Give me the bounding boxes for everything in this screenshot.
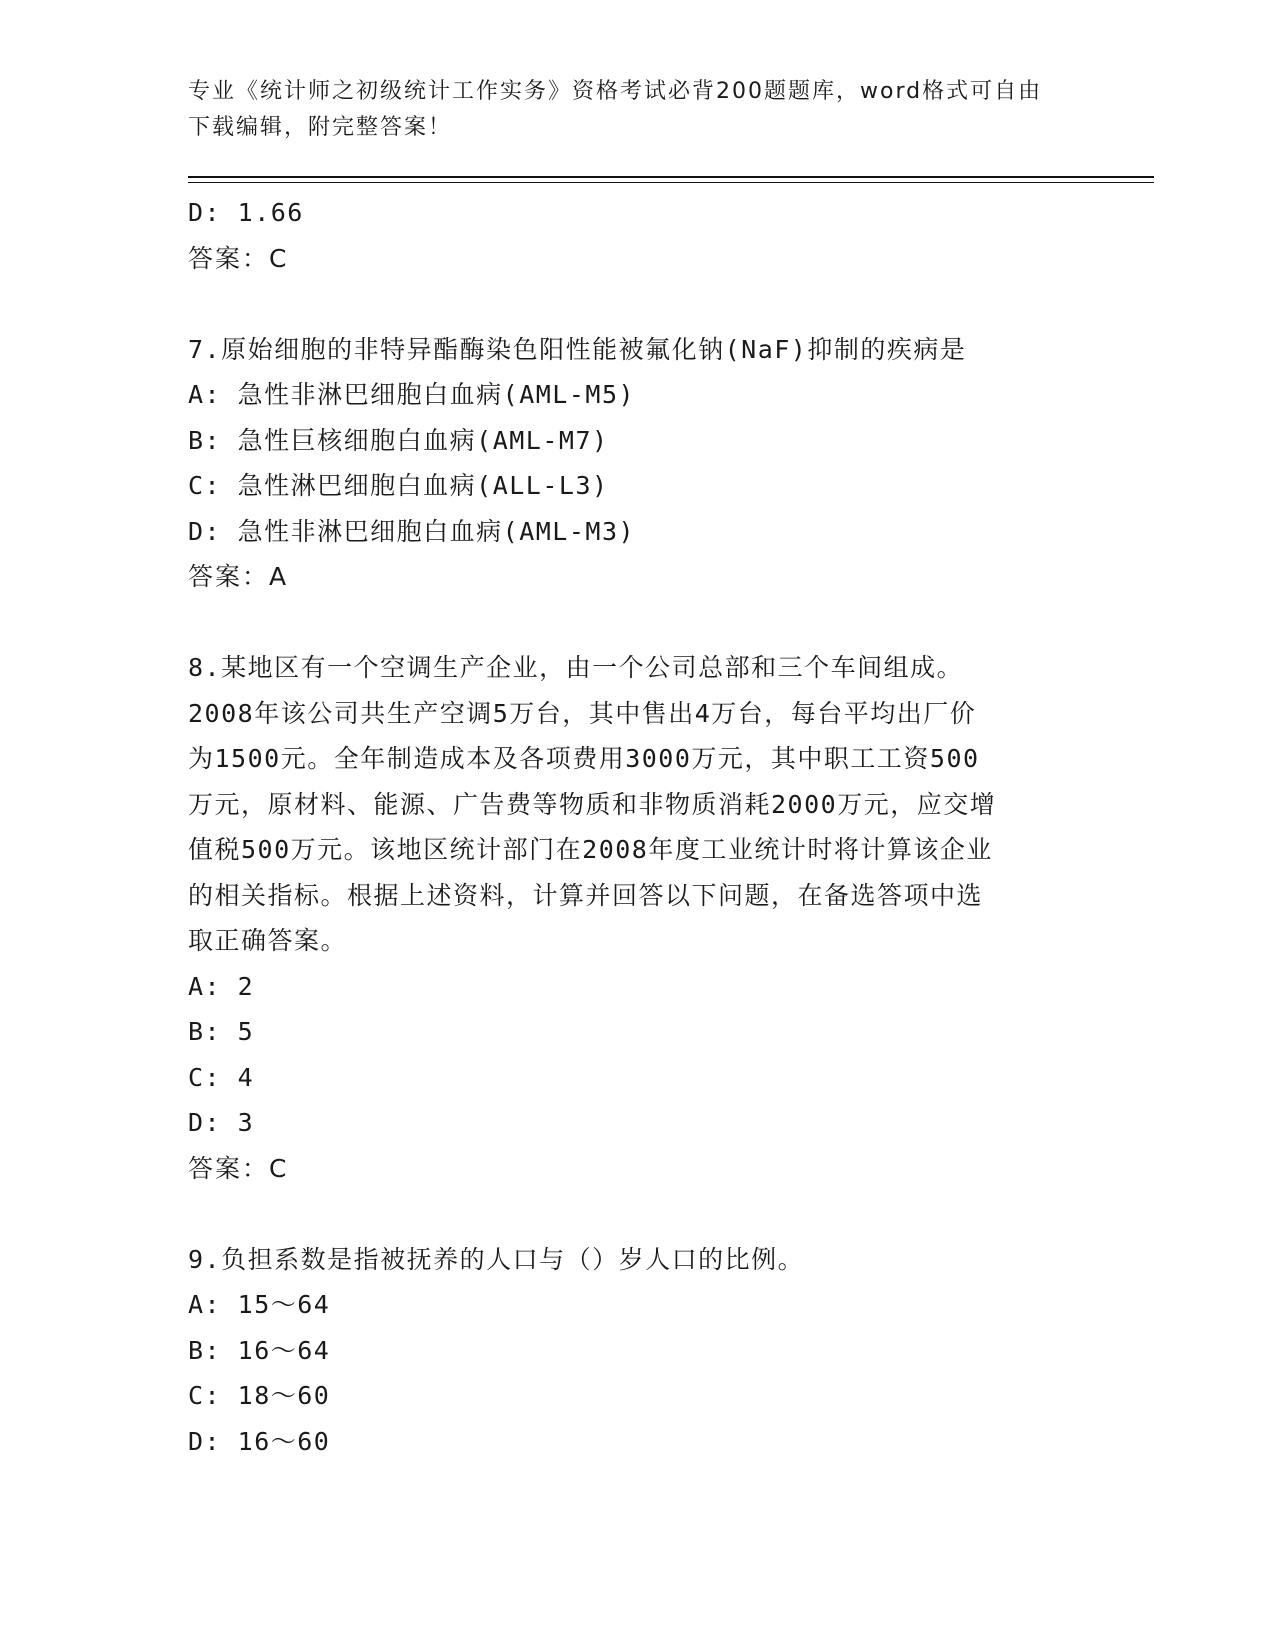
q7-option-b: B: 急性巨核细胞白血病(AML-M7) bbox=[188, 425, 609, 455]
q6-answer: 答案：C bbox=[188, 243, 289, 273]
q9-option-a: A: 15～64 bbox=[188, 1290, 331, 1319]
document-header bbox=[188, 74, 1088, 146]
header-rule-thin bbox=[188, 182, 1154, 183]
q7-option-d: D: 急性非淋巴细胞白血病(AML-M3) bbox=[188, 516, 636, 546]
header-line-2: 下载编辑，附完整答案！ bbox=[188, 115, 453, 140]
header-rule-thick bbox=[188, 176, 1154, 178]
q9-option-d: D: 16～60 bbox=[188, 1426, 331, 1456]
spacer bbox=[188, 281, 1078, 327]
spacer bbox=[188, 600, 1078, 646]
q9-stem: 9.负担系数是指被抚养的人口与（）岁人口的比例。 bbox=[188, 1244, 805, 1274]
q8-stem-line: 的相关指标。根据上述资料，计算并回答以下问题，在备选答项中选 bbox=[188, 880, 984, 910]
q8-option-a: A: 2 bbox=[188, 971, 255, 1001]
q7-stem: 7.原始细胞的非特异酯酶染色阳性能被氟化钠(NaF)抑制的疾病是 bbox=[188, 334, 967, 364]
document-body bbox=[188, 190, 1078, 1464]
q8-stem-line: 值税500万元。该地区统计部门在2008年度工业统计时将计算该企业 bbox=[188, 835, 993, 864]
q8-option-c: C: 4 bbox=[188, 1062, 255, 1092]
q9-option-c: C: 18～60 bbox=[188, 1381, 331, 1410]
q8-option-d: D: 3 bbox=[188, 1108, 255, 1137]
q8-option-b: B: 5 bbox=[188, 1017, 255, 1046]
question-6 bbox=[188, 190, 1078, 281]
q7-answer: 答案：A bbox=[188, 562, 289, 591]
q8-answer: 答案：C bbox=[188, 1153, 289, 1183]
question-9 bbox=[188, 1237, 1078, 1465]
q6-option-d: D: 1.66 bbox=[188, 198, 304, 227]
question-8 bbox=[188, 645, 1078, 1191]
q7-option-c: C: 急性淋巴细胞白血病(ALL-L3) bbox=[188, 471, 609, 500]
q8-stem-line: 万元，原材料、能源、广告费等物质和非物质消耗2000万元，应交增 bbox=[188, 789, 997, 819]
q8-stem-line: 2008年该公司共生产空调5万台，其中售出4万台，每台平均出厂价 bbox=[188, 698, 977, 728]
q8-stem-line: 为1500元。全年制造成本及各项费用3000万元，其中职工工资500 bbox=[188, 744, 980, 773]
q9-option-b: B: 16～64 bbox=[188, 1335, 331, 1365]
q8-stem-line: 取正确答案。 bbox=[188, 926, 348, 955]
q8-stem-line: 8.某地区有一个空调生产企业，由一个公司总部和三个车间组成。 bbox=[188, 653, 964, 682]
q8-stem bbox=[188, 645, 1078, 964]
question-7 bbox=[188, 327, 1078, 600]
header-line-1: 专业《统计师之初级统计工作实务》资格考试必背200题题库，word格式可自由 bbox=[188, 79, 1043, 104]
spacer bbox=[188, 1191, 1078, 1237]
q7-option-a: A: 急性非淋巴细胞白血病(AML-M5) bbox=[188, 380, 636, 409]
